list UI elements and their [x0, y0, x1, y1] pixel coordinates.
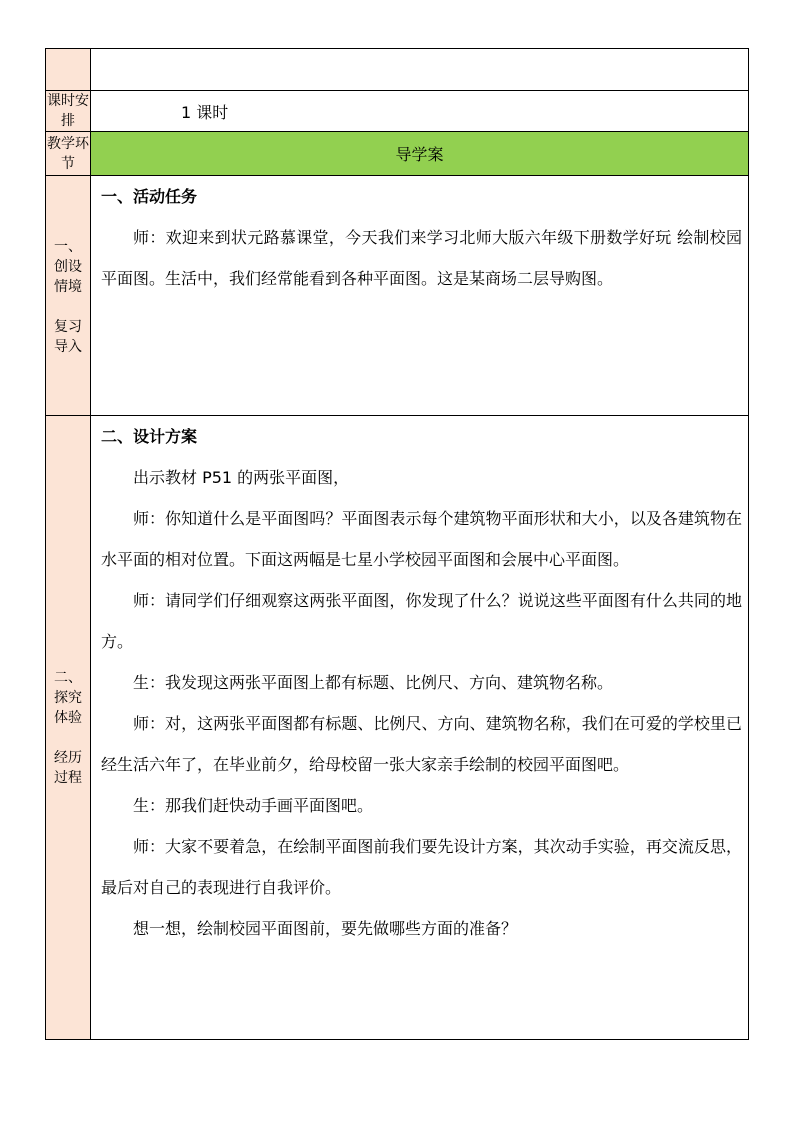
section2-label — [46, 416, 91, 1040]
section2-label-line: 探究 — [54, 689, 82, 706]
section1-content — [91, 176, 749, 416]
stage-label: 教学环节 — [46, 132, 91, 176]
section1-label-line: 情境 — [54, 279, 82, 295]
section2-paragraph: 出示教材 P51 的两张平面图， — [133, 468, 350, 487]
section1-heading: 一、活动任务 — [101, 187, 198, 206]
section2-paragraph: 想一想，绘制校园平面图前，要先做哪些方面的准备？ — [133, 919, 518, 938]
table-row-stage — [46, 132, 749, 176]
table-row-section1 — [46, 176, 749, 416]
section1-paragraph: 师：欢迎来到状元路慕课堂，今天我们来学习北师大版六年级下册数学好玩 绘制校园平面图。生活中，我们经常能看到各种平面图。这是某商场二层导购图。 — [101, 228, 742, 288]
section2-heading: 二、设计方案 — [101, 427, 198, 446]
section2-paragraph: 师：大家不要着急，在绘制平面图前我们要先设计方案，其次动手实验，再交流反思，最后对自己的表现进行自我评价。 — [101, 837, 742, 897]
table-row-section2 — [46, 416, 749, 1040]
table-row-empty — [46, 49, 749, 91]
section1-label-line: 一、 — [54, 239, 82, 255]
section1-label-line: 复习 — [54, 319, 82, 335]
section2-paragraph: 师：对，这两张平面图都有标题、比例尺、方向、建筑物名称，我们在可爱的学校里已经生活六年了，在毕业前夕，给母校留一张大家亲手绘制的校园平面图吧。 — [101, 714, 742, 774]
empty-label-cell — [46, 49, 91, 91]
stage-value: 导学案 — [91, 132, 749, 176]
section1-label-line: 创设 — [54, 259, 82, 275]
schedule-value: 1 课时 — [91, 91, 749, 132]
section2-paragraph: 师：请同学们仔细观察这两张平面图，你发现了什么？说说这些平面图有什么共同的地方。 — [101, 591, 742, 651]
table-row-schedule — [46, 91, 749, 132]
empty-content-cell — [91, 49, 749, 91]
section2-label-line: 体验 — [54, 709, 82, 726]
section2-content — [91, 416, 749, 1040]
section1-label-line: 导入 — [54, 339, 82, 355]
section2-label-line: 经历 — [54, 749, 82, 766]
section2-paragraph: 师：你知道什么是平面图吗？平面图表示每个建筑物平面形状和大小，以及各建筑物在水平面的相对位置。下面这两幅是七星小学校园平面图和会展中心平面图。 — [101, 509, 742, 569]
section2-label-line: 二、 — [54, 669, 82, 686]
section2-label-line: 过程 — [54, 769, 82, 786]
schedule-label: 课时安排 — [46, 91, 91, 132]
section1-label — [46, 176, 91, 416]
section2-paragraph: 生：我发现这两张平面图上都有标题、比例尺、方向、建筑物名称。 — [133, 673, 614, 692]
section2-paragraph: 生：那我们赶快动手画平面图吧。 — [133, 796, 374, 815]
lesson-plan-table — [45, 48, 749, 1040]
